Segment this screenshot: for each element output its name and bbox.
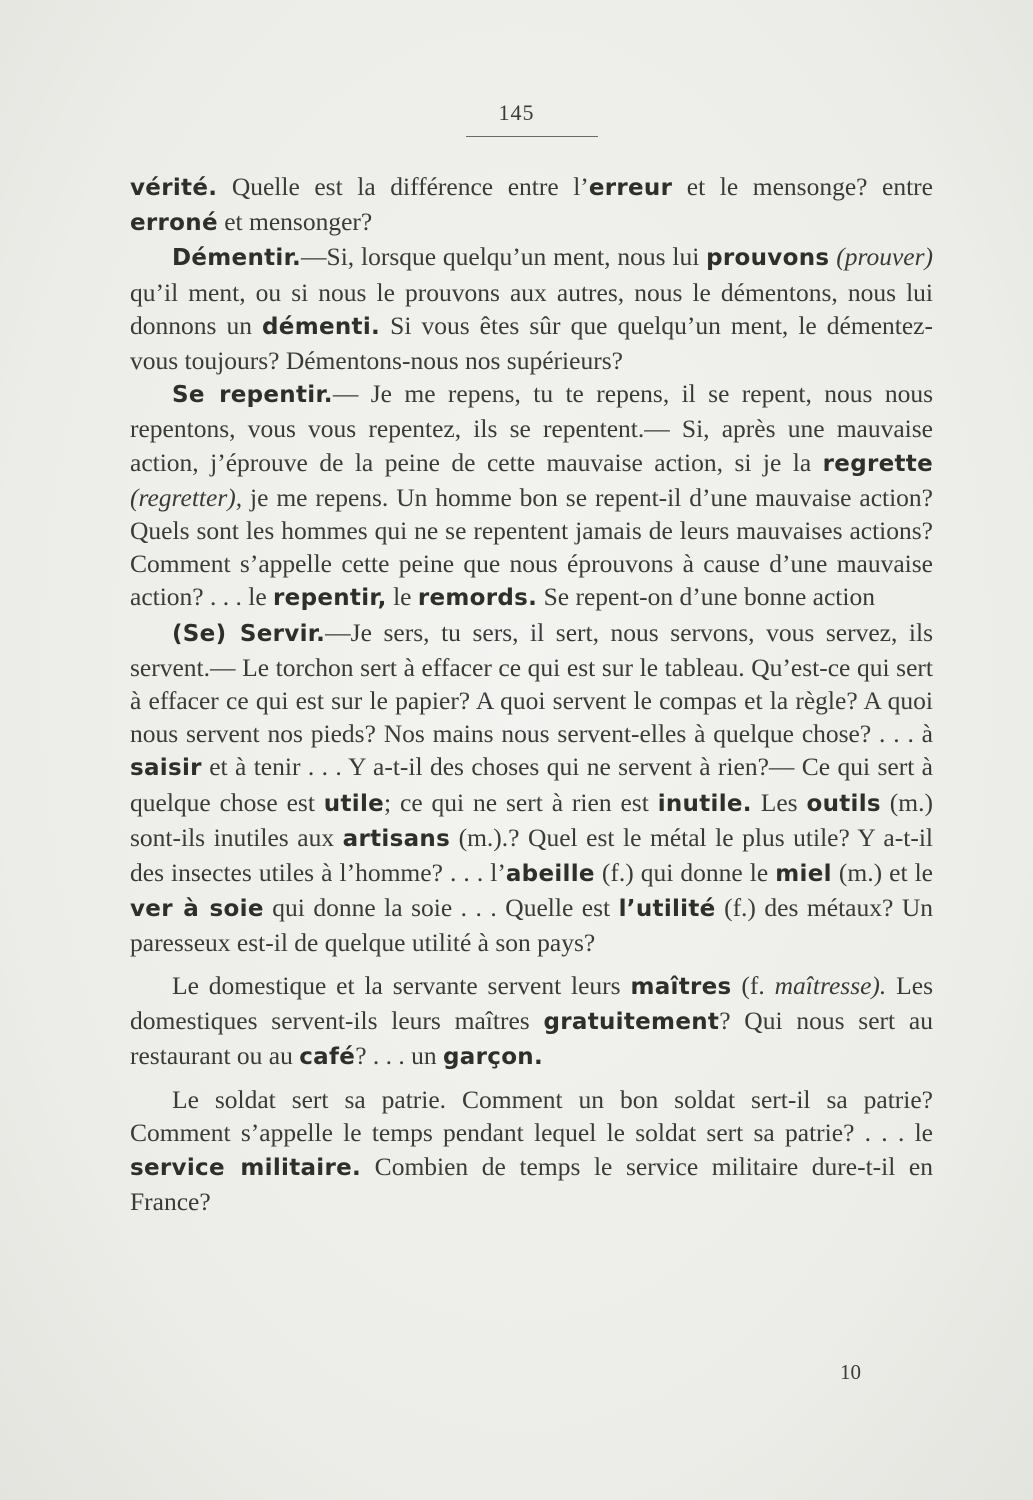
text-run: ? Qui nous sert au restaurant ou au (130, 1005, 933, 1071)
bold-term: miel (775, 861, 832, 888)
text-run: —Si, lorsque quelqu’un ment, nous lui (301, 242, 707, 272)
page-number: 145 (498, 100, 535, 125)
text-run: ? . . . un (355, 1041, 444, 1071)
text-run: Le domestique et la servante servent leurs (172, 970, 631, 1000)
text-run: et à tenir . . . Y a-t-il des choses qui ne servent à rien?— Ce qui sert à quelque chose est (130, 752, 933, 817)
text-run: (f.) des métaux? Un paresseux est-il de quelque utilité à son pays? (130, 893, 933, 958)
bold-term: outils (806, 790, 881, 817)
body-text (130, 170, 933, 1218)
bold-term: erroné (130, 210, 218, 237)
paragraph (130, 240, 933, 377)
text-run: ; ce qui ne sert à rien est (384, 787, 658, 817)
bold-term: démenti. (262, 313, 381, 340)
bold-term: café (299, 1044, 356, 1071)
bold-term: abeille (505, 861, 595, 888)
bold-term: saisir (130, 755, 202, 782)
paragraph (130, 170, 933, 240)
paragraph (130, 616, 933, 960)
bold-term: regrette (822, 450, 933, 477)
text-run: et mensonger? (217, 207, 373, 237)
bold-term: utile (323, 790, 385, 817)
text-run: (f. (731, 970, 775, 1000)
bold-term: remords. (417, 585, 538, 612)
paragraph (130, 969, 933, 1075)
text-run: qui donne la soie . . . Quelle est (263, 893, 619, 923)
text-run: qu’il ment, ou si nous le prouvons aux autres, nous le démentons, nous lui donnons un (130, 277, 933, 340)
bold-term: Se repentir. (172, 382, 333, 409)
header-rule (466, 136, 598, 137)
bold-term: service militaire. (130, 1154, 362, 1181)
text-run: — Je me repens, tu te repens, il se repent, nous nous repentons, vous vous repentez, ils se repentent.— Si, après une mauvaise action, j’éprouve de la peine de cette mauvaise action, si je la (130, 379, 933, 477)
bold-term: erreur (588, 175, 673, 201)
text-run: Le soldat sert sa patrie. Comment un bon soldat sert-il sa patrie? Comment s’appelle le temps pendant lequel le soldat sert sa patrie? . . . le (130, 1085, 933, 1148)
bold-term: maîtres (630, 973, 732, 1000)
signature-number: 10 (840, 1360, 861, 1384)
text-run: Si vous êtes sûr que quelqu’un ment, le démentez-vous toujours? Démentons-nous nos supérieurs? (130, 310, 933, 376)
bold-term: garçon. (443, 1044, 544, 1071)
bold-term: (Se) Servir. (172, 620, 326, 647)
bold-term: ver à soie (130, 896, 264, 923)
bold-term: l’utilité (618, 896, 716, 923)
italic-term: (regretter), (130, 482, 243, 512)
bold-term: inutile. (657, 790, 752, 817)
italic-term: (prouver) (836, 242, 933, 272)
text-run: (m.).? Quel est le métal le plus utile? Y a-t-il des insectes utiles à l’homme? . . . l’ (130, 822, 933, 888)
text-run: Les domestiques servent-ils leurs maîtres (130, 970, 933, 1035)
italic-term: maîtresse). (774, 970, 887, 1000)
text-run: Combien de temps le service militaire dure-t-il en France? (130, 1151, 933, 1216)
text-run: le (386, 582, 418, 612)
text-run: (m.) et le (831, 858, 933, 888)
text-run: —Je sers, tu sers, il sert, nous servons, vous servez, ils servent.— Le torchon sert à effacer ce qui est sur le tableau. Qu’est-ce qui sert à effacer ce qui est sur le papier? A quoi servent le compas et la règle? A quoi nous servent nos pieds? Nos mains nous servent-elles à quelque chose? . . . à (130, 617, 933, 749)
text-run: (f.) qui donne le (594, 858, 776, 888)
text-run: Les (751, 787, 807, 817)
paragraph (130, 1083, 933, 1218)
text-run: Se repent-on d’une bonne action (537, 582, 875, 612)
text-run: je me repens. Un homme bon se repent-il d’une mauvaise action? Quels sont les hommes qui ne se repentent jamais de leurs mauvaises actions? Comment s’appelle cette peine que nous éprouvons à cause d’une mauvaise action? . . . le (130, 482, 933, 612)
paragraph (130, 377, 933, 615)
bold-term: vérité. (130, 175, 218, 201)
bold-term: artisans (342, 825, 451, 852)
text-run: et le mensonge? entre (672, 172, 933, 201)
bold-term: repentir, (273, 585, 387, 612)
bold-term: gratuitement (543, 1008, 720, 1035)
bold-term: Démentir. (172, 245, 302, 272)
text-run: Quelle est la différence entre l’ (217, 172, 589, 201)
text-run: (m.) sont-ils inutiles aux (130, 787, 933, 852)
bold-term: prouvons (706, 245, 830, 272)
